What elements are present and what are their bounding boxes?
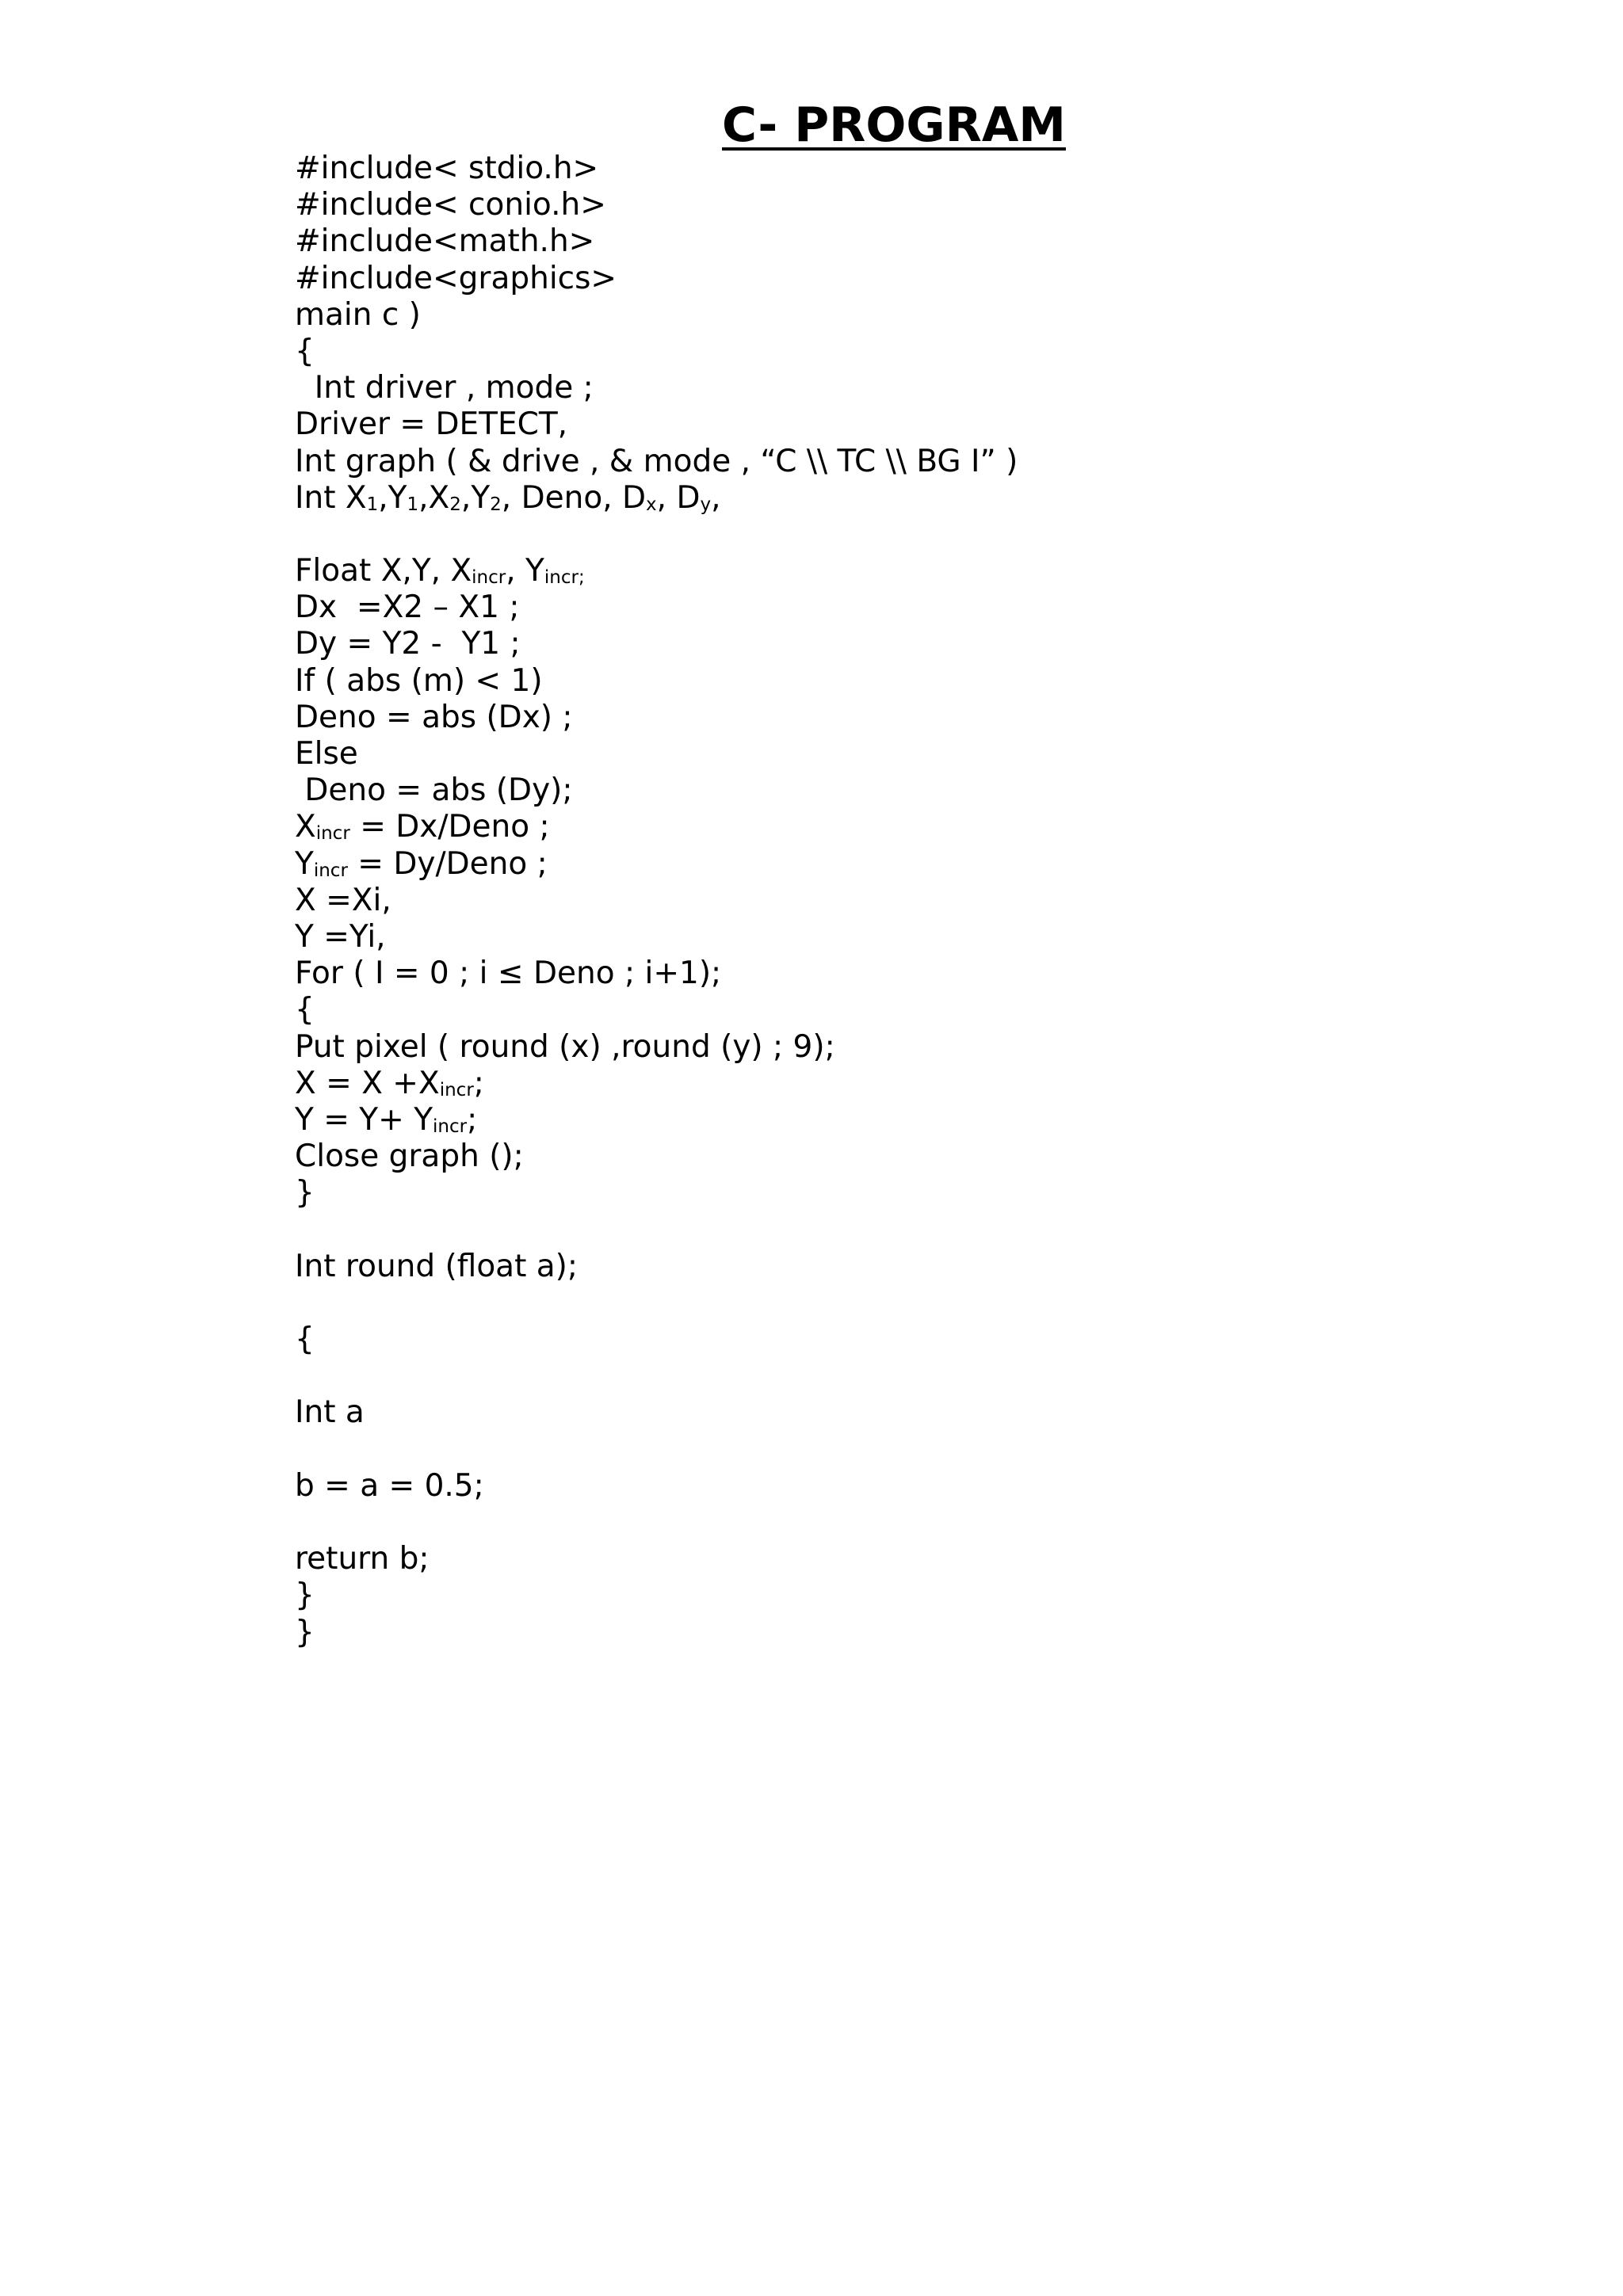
code-subscript: incr [433, 1116, 468, 1137]
code-text: ,X [418, 479, 450, 516]
code-text: Int a [295, 1394, 365, 1431]
code-line [295, 1066, 1018, 1102]
code-text: Dy = Y2 - Y1 ; [295, 626, 521, 662]
code-text: ,Y [460, 479, 491, 516]
code-text: , D [656, 479, 701, 516]
code-text: X = X +X [295, 1065, 440, 1101]
code-line [295, 187, 1018, 223]
code-subscript: 2 [490, 494, 502, 515]
code-subscript: incr [315, 823, 350, 845]
code-text: Else [295, 736, 358, 772]
code-line [295, 370, 1018, 406]
code-line [295, 919, 1018, 955]
code-subscript: 2 [449, 494, 461, 515]
code-text: If ( abs (m) < 1) [295, 662, 543, 699]
code-text: #include< stdio.h> [295, 151, 599, 186]
blank-line [295, 1285, 1018, 1322]
code-text: Put pixel ( round (x) ,round (y) ; 9); [295, 1028, 835, 1065]
code-line [295, 1029, 1018, 1066]
code-line [295, 553, 1018, 589]
code-subscript: 1 [407, 494, 419, 515]
code-text: X =Xi, [295, 882, 391, 918]
blank-line [295, 1211, 1018, 1248]
code-line [295, 1102, 1018, 1138]
blank-line [295, 1358, 1018, 1394]
code-line [295, 626, 1018, 662]
code-line [295, 480, 1018, 517]
code-text: Close graph (); [295, 1138, 524, 1175]
code-text: { [295, 1322, 315, 1357]
code-subscript: incr [313, 860, 348, 881]
code-subscript: y [700, 494, 712, 515]
code-subscript: incr; [544, 567, 585, 589]
code-subscript: x [646, 494, 657, 515]
code-listing [295, 151, 1018, 1651]
code-line [295, 955, 1018, 992]
code-line [295, 1394, 1018, 1431]
code-text: Y =Yi, [295, 918, 386, 955]
code-text: #include<math.h> [295, 223, 595, 260]
code-text: ,Y [378, 479, 407, 516]
code-text: Dx =X2 – X1 ; [295, 589, 520, 626]
code-line [295, 700, 1018, 736]
code-text: Y [295, 845, 314, 882]
blank-line [295, 1505, 1018, 1541]
code-text: } [295, 1614, 315, 1650]
code-text: } [295, 1577, 315, 1614]
code-line [295, 663, 1018, 700]
code-line [295, 809, 1018, 845]
code-text: , [711, 479, 721, 516]
code-text: , Deno, D [501, 479, 647, 516]
code-line [295, 992, 1018, 1028]
code-line [295, 846, 1018, 883]
code-line [295, 334, 1018, 370]
code-text: main c ) [295, 296, 421, 333]
code-text: Driver = DETECT, [295, 406, 568, 443]
code-text: Int X [295, 479, 367, 516]
code-text: ; [467, 1101, 478, 1138]
code-text: Deno = abs (Dx) ; [295, 699, 573, 735]
code-line [295, 1322, 1018, 1358]
blank-line [295, 517, 1018, 553]
code-text: , Y [506, 553, 544, 589]
code-text: Float X,Y, X [295, 553, 472, 589]
code-text: Y = Y+ Y [295, 1101, 433, 1138]
page-title: C- PROGRAM [722, 97, 1066, 153]
code-line [295, 444, 1018, 480]
code-text: Int driver , mode ; [295, 370, 594, 406]
blank-line [295, 1432, 1018, 1468]
code-line [295, 223, 1018, 260]
code-line [295, 736, 1018, 772]
code-line [295, 1249, 1018, 1285]
code-text: { [295, 333, 315, 369]
code-text: For ( I = 0 ; i ≤ Deno ; i+1); [295, 955, 722, 992]
code-subscript: incr [439, 1079, 474, 1100]
code-text: ; [473, 1065, 484, 1101]
code-text: #include< conio.h> [295, 187, 606, 223]
code-text: Int graph ( & drive , & mode , “C \\ TC \\ BG I” ) [295, 443, 1018, 479]
code-line [295, 1541, 1018, 1577]
code-line [295, 1615, 1018, 1651]
code-line [295, 1138, 1018, 1175]
code-subscript: 1 [366, 494, 379, 515]
code-text: #include<graphics> [295, 260, 617, 296]
code-text: return b; [295, 1541, 430, 1577]
code-line [295, 261, 1018, 297]
code-line [295, 297, 1018, 334]
code-line [295, 151, 1018, 187]
code-text: Deno = abs (Dy); [295, 772, 573, 809]
code-text: X [295, 809, 316, 845]
code-text: } [295, 1175, 315, 1211]
code-line [295, 1468, 1018, 1505]
code-text: b = a = 0.5; [295, 1467, 484, 1504]
code-line [295, 406, 1018, 443]
code-line [295, 1577, 1018, 1614]
code-line [295, 883, 1018, 919]
code-line [295, 1175, 1018, 1211]
code-text: { [295, 992, 315, 1028]
code-text: = Dy/Deno ; [347, 845, 548, 882]
code-text: Int round (float a); [295, 1248, 579, 1284]
code-subscript: incr [472, 567, 506, 589]
code-line [295, 772, 1018, 809]
code-text: = Dx/Deno ; [349, 809, 550, 845]
code-line [295, 589, 1018, 626]
